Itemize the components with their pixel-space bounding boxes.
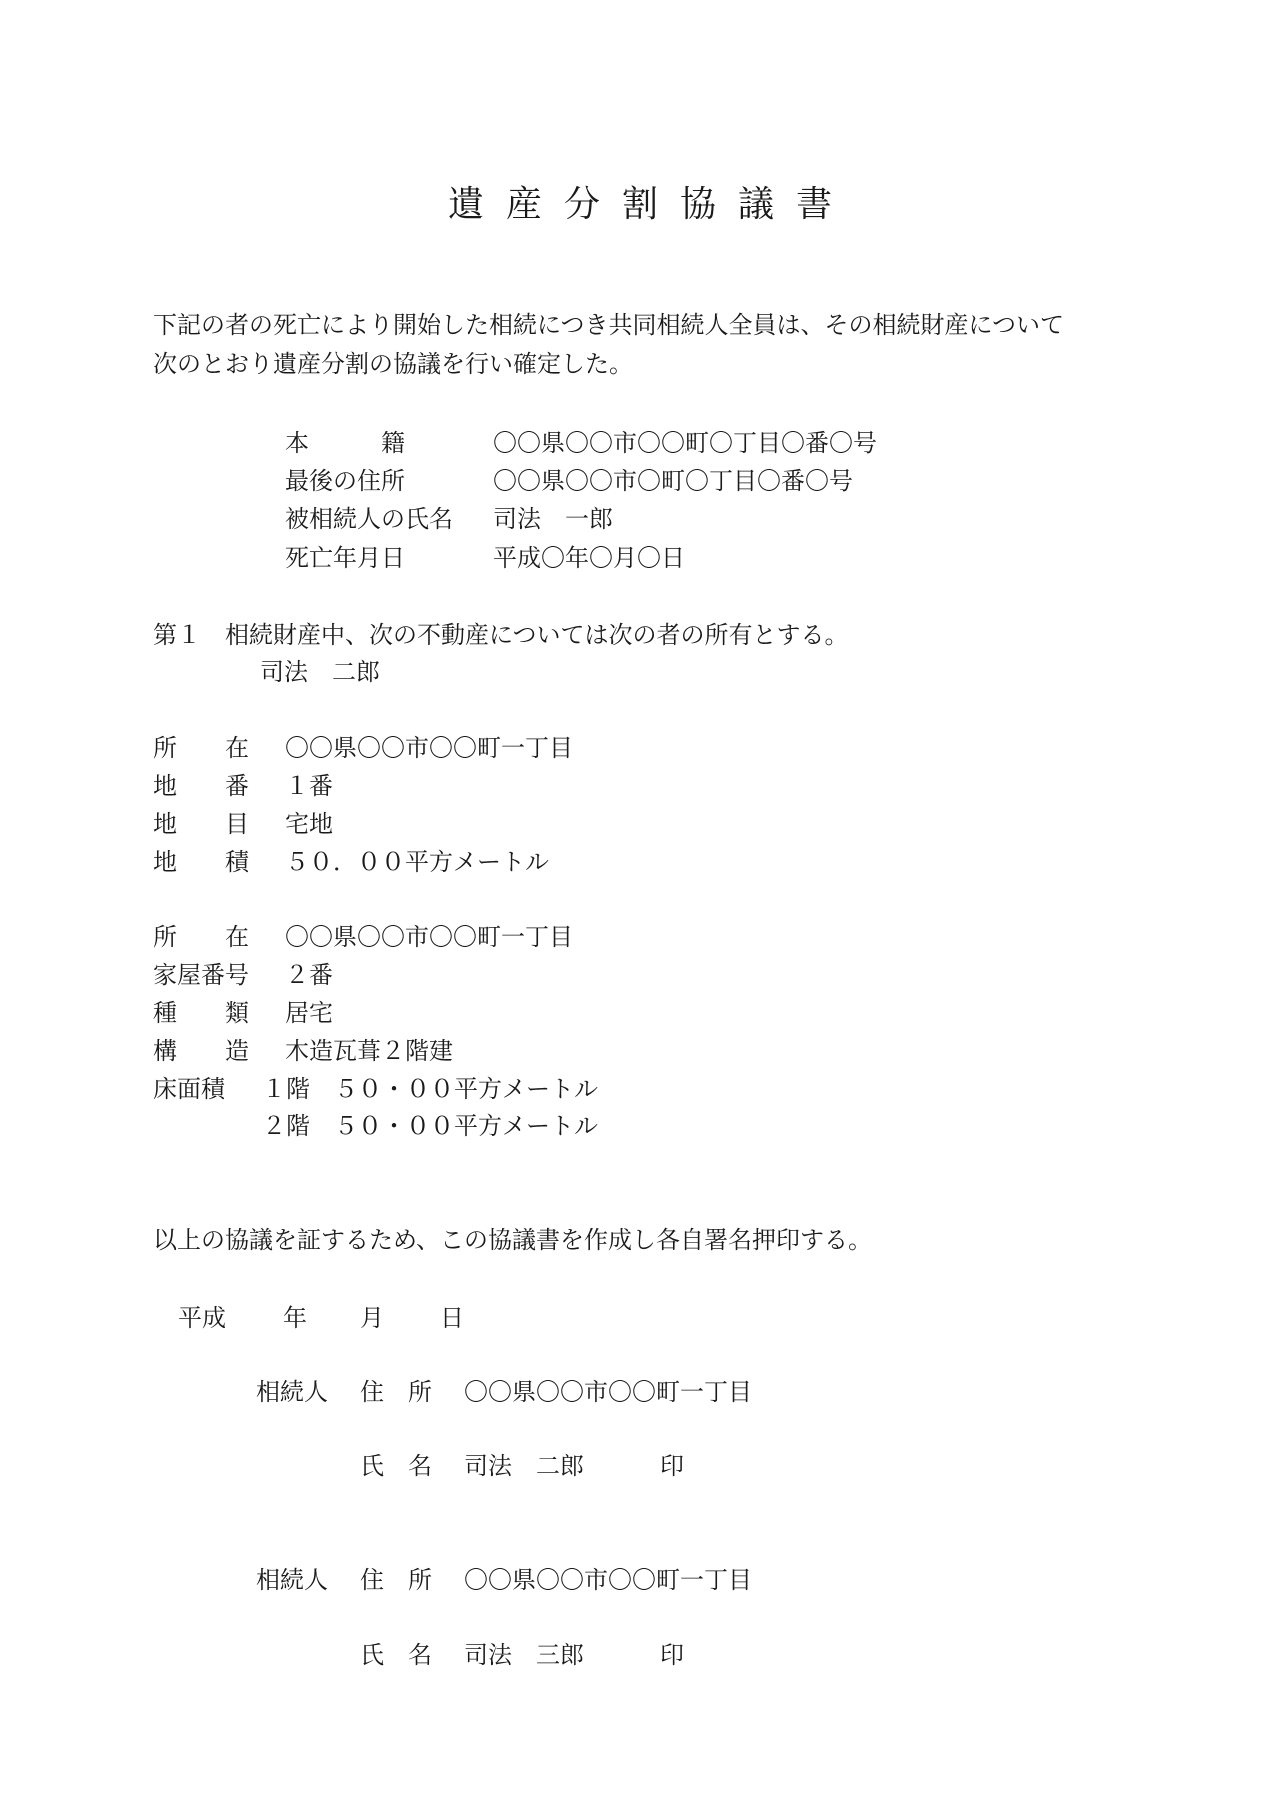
decedent-label-domicile: 本 籍 (285, 429, 405, 457)
signatory-2-address-label: 住 所 (360, 1566, 432, 1594)
land-label-lot-number: 地 番 (153, 772, 249, 800)
decedent-value-death-date: 平成〇年〇月〇日 (493, 544, 685, 572)
land-value-lot-number: １番 (285, 772, 333, 800)
building-value-structure: 木造瓦葺２階建 (285, 1037, 453, 1065)
date-year-label: 年 (283, 1304, 307, 1332)
signatory-2-name: 司法 三郎 (464, 1641, 584, 1669)
decedent-value-last-address: 〇〇県〇〇市〇町〇丁目〇番〇号 (493, 467, 853, 495)
building-label-house-number: 家屋番号 (153, 961, 249, 989)
land-label-location: 所 在 (153, 734, 249, 762)
land-label-area: 地 積 (153, 848, 249, 876)
building-floor-2-area: ２階 ５０・００平方メートル (262, 1112, 598, 1140)
land-value-location: 〇〇県〇〇市〇〇町一丁目 (285, 734, 573, 762)
land-value-category: 宅地 (285, 810, 333, 838)
signatory-2-address: 〇〇県〇〇市〇〇町一丁目 (464, 1566, 752, 1594)
date-month-label: 月 (360, 1304, 384, 1332)
intro-line-1: 下記の者の死亡により開始した相続につき共同相続人全員は、その相続財産について (153, 311, 1065, 339)
document-title: 遺産分割協議書 (447, 184, 854, 225)
signatory-1-address-label: 住 所 (360, 1378, 432, 1406)
decedent-label-death-date: 死亡年月日 (285, 544, 405, 572)
building-label-floor-area: 床面積 (153, 1075, 225, 1103)
decedent-label-name: 被相続人の氏名 (285, 505, 453, 533)
signatory-2-seal: 印 (660, 1641, 684, 1669)
building-value-location: 〇〇県〇〇市〇〇町一丁目 (285, 923, 573, 951)
closing-statement: 以上の協議を証するため、この協議書を作成し各自署名押印する。 (153, 1226, 873, 1254)
building-label-location: 所 在 (153, 923, 249, 951)
date-day-label: 日 (440, 1304, 464, 1332)
building-value-type: 居宅 (285, 999, 333, 1027)
date-era: 平成 (178, 1304, 226, 1332)
building-label-type: 種 類 (153, 999, 249, 1027)
building-value-house-number: ２番 (285, 961, 333, 989)
decedent-label-last-address: 最後の住所 (285, 467, 405, 495)
signatory-1-name-label: 氏 名 (360, 1452, 432, 1480)
article-1-heir: 司法 二郎 (260, 658, 380, 686)
signatory-1-role: 相続人 (256, 1378, 328, 1406)
article-1-heading: 第１ 相続財産中、次の不動産については次の者の所有とする。 (153, 621, 849, 649)
intro-line-2: 次のとおり遺産分割の協議を行い確定した。 (153, 350, 633, 378)
decedent-value-name: 司法 一郎 (493, 505, 613, 533)
signatory-1-address: 〇〇県〇〇市〇〇町一丁目 (464, 1378, 752, 1406)
land-value-area: ５０．００平方メートル (285, 848, 549, 876)
decedent-value-domicile: 〇〇県〇〇市〇〇町〇丁目〇番〇号 (493, 429, 877, 457)
signatory-2-name-label: 氏 名 (360, 1641, 432, 1669)
signatory-1-seal: 印 (660, 1452, 684, 1480)
signatory-1-name: 司法 二郎 (464, 1452, 584, 1480)
signatory-2-role: 相続人 (256, 1566, 328, 1594)
land-label-category: 地 目 (153, 810, 249, 838)
building-label-structure: 構 造 (153, 1037, 249, 1065)
building-floor-1-area: １階 ５０・００平方メートル (262, 1075, 598, 1103)
